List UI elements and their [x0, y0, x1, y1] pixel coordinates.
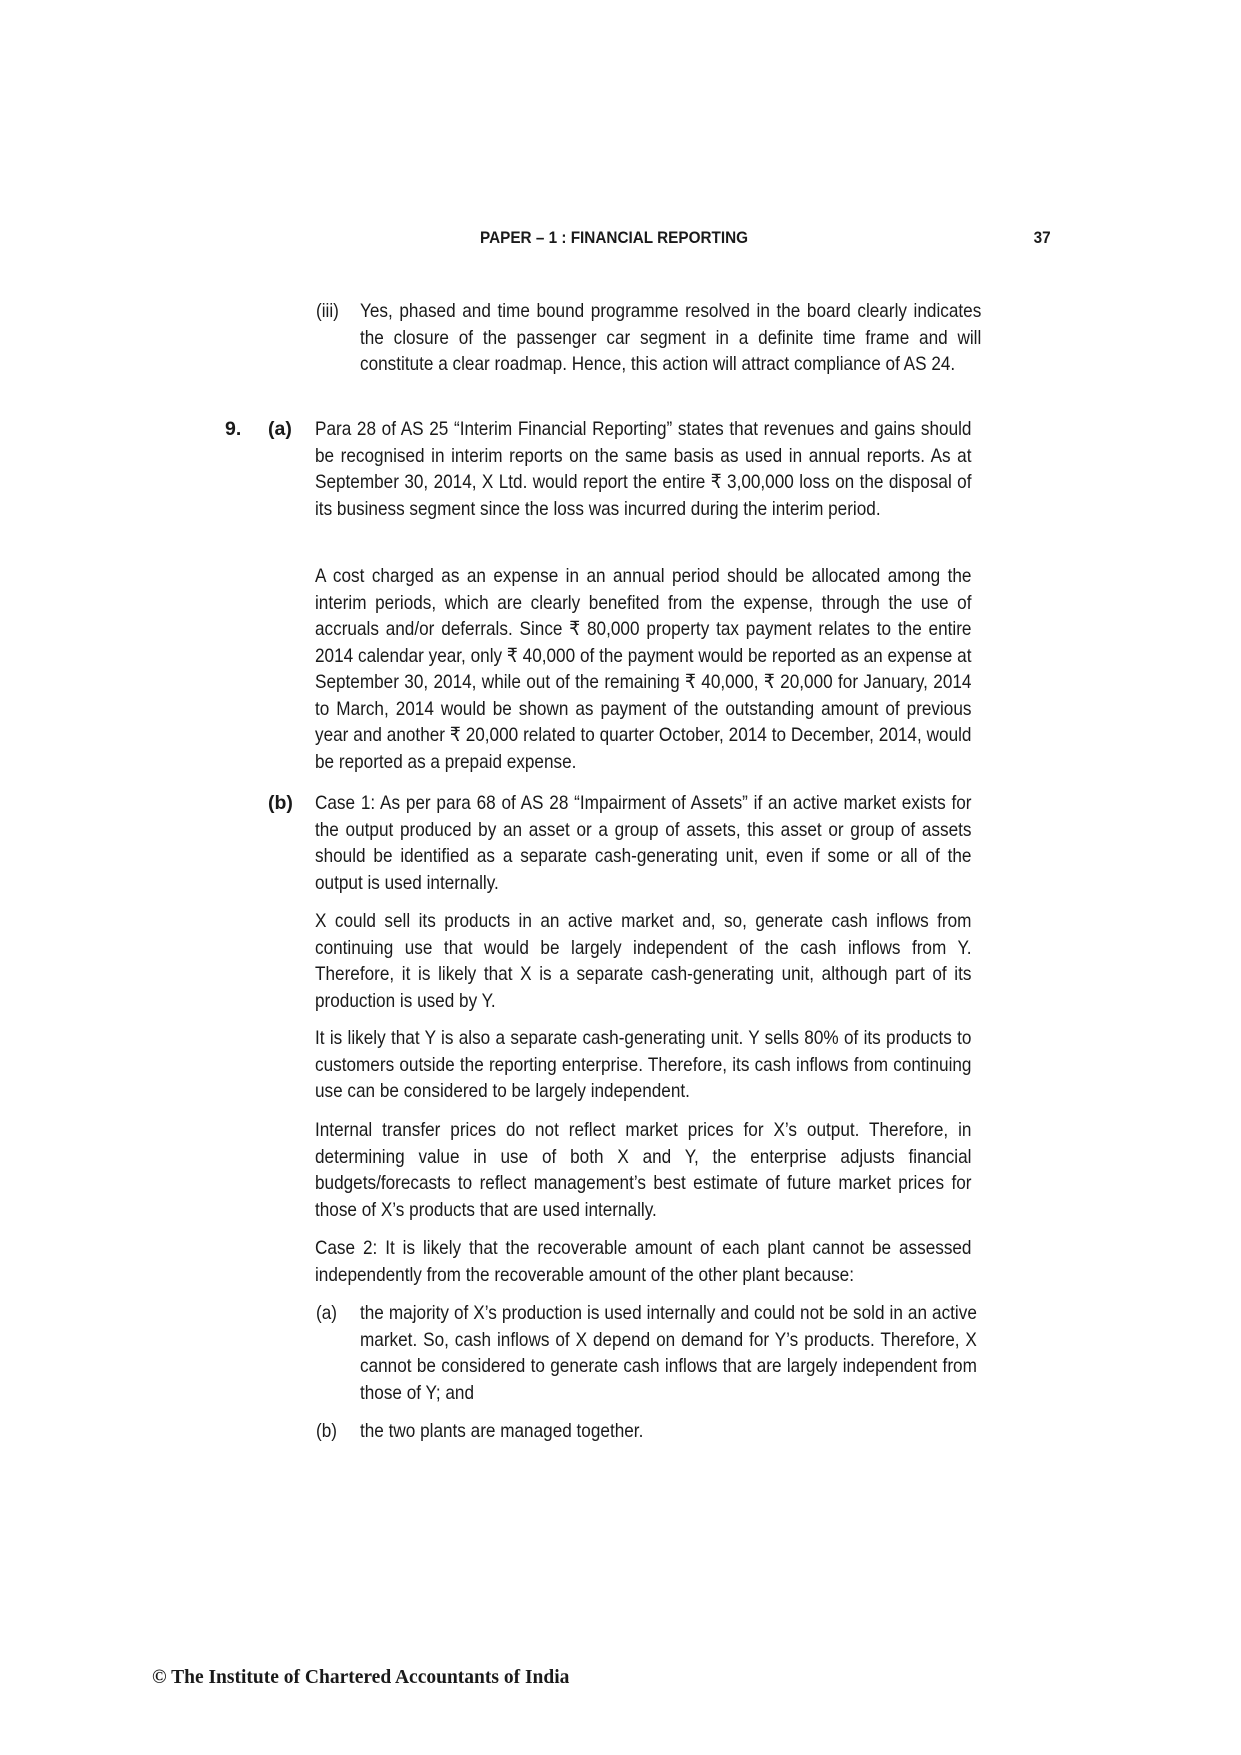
q9-b-sub-b-label: (b)	[316, 1420, 337, 1442]
question-number: 9.	[225, 418, 242, 440]
q9-b-para5: Case 2: It is likely that the recoverable amount of each plant cannot be assessed independently from the recoverable amount of the other plant because:	[315, 1237, 972, 1286]
q9-b-para2: X could sell its products in an active market and, so, generate cash inflows from continuing use that would be largely independent of the cash inflows from Y. Therefore, it is likely that X is a separate cash-generating unit, although part of its production is used by Y.	[315, 910, 972, 1012]
q9-b-sub-b-text: the two plants are managed together.	[360, 1420, 644, 1442]
q9-a-label: (a)	[268, 418, 292, 440]
q9-b-para3: It is likely that Y is also a separate cash-generating unit. Y sells 80% of its products to customers outside the reporting enterprise. Therefore, its cash inflows from continuing use can be considered to be largely independent.	[315, 1027, 972, 1102]
page-number: 37	[1033, 228, 1051, 247]
q9-b-label: (b)	[268, 792, 293, 814]
page-title: PAPER – 1 : FINANCIAL REPORTING	[480, 228, 749, 247]
item-iii-label: (iii)	[316, 300, 339, 322]
copyright-footer: © The Institute of Chartered Accountants of India	[152, 1667, 570, 1688]
page-header	[480, 228, 1051, 248]
q9-b-para4: Internal transfer prices do not reflect market prices for X’s output. Therefore, in determining value in use of both X and Y, the enterprise adjusts financial budgets/forecasts to reflect management’s best estimate of future market prices for those of X’s products that are used internally.	[315, 1119, 972, 1221]
q9-b-sub-a-text: the majority of X’s production is used internally and could not be sold in an active market. So, cash inflows of X depend on demand for Y’s products. Therefore, X cannot be considered to generate cash inflows that are largely independent from those of Y; and	[360, 1302, 977, 1404]
item-iii-text: Yes, phased and time bound programme resolved in the board clearly indicates the closure of the passenger car segment in a definite time frame and will constitute a clear roadmap. Hence, this action will attract compliance of AS 24.	[360, 300, 982, 375]
q9-b-sub-a-label: (a)	[316, 1302, 337, 1324]
q9-a-para2: A cost charged as an expense in an annual period should be allocated among the interim periods, which are clearly benefited from the expense, through the use of accruals and/or deferrals. Since ₹ 80,000 property tax payment relates to the entire 2014 calendar year, only ₹ 40,000 of the payment would be reported as an expense at September 30, 2014, while out of the remaining ₹ 40,000, ₹ 20,000 for January, 2014 to March, 2014 would be shown as payment of the outstanding amount of previous year and another ₹ 20,000 related to quarter October, 2014 to December, 2014, would be reported as a prepaid expense.	[315, 565, 972, 773]
q9-a-para1: Para 28 of AS 25 “Interim Financial Reporting” states that revenues and gains should be recognised in interim reports on the same basis as used in annual reports. As at September 30, 2014, X Ltd. would report the entire ₹ 3,00,000 loss on the disposal of its business segment since the loss was incurred during the interim period.	[315, 418, 972, 520]
q9-b-para1: Case 1: As per para 68 of AS 28 “Impairment of Assets” if an active market exists for the output produced by an asset or a group of assets, this asset or group of assets should be identified as a separate cash-generating unit, even if some or all of the output is used internally.	[315, 792, 972, 894]
